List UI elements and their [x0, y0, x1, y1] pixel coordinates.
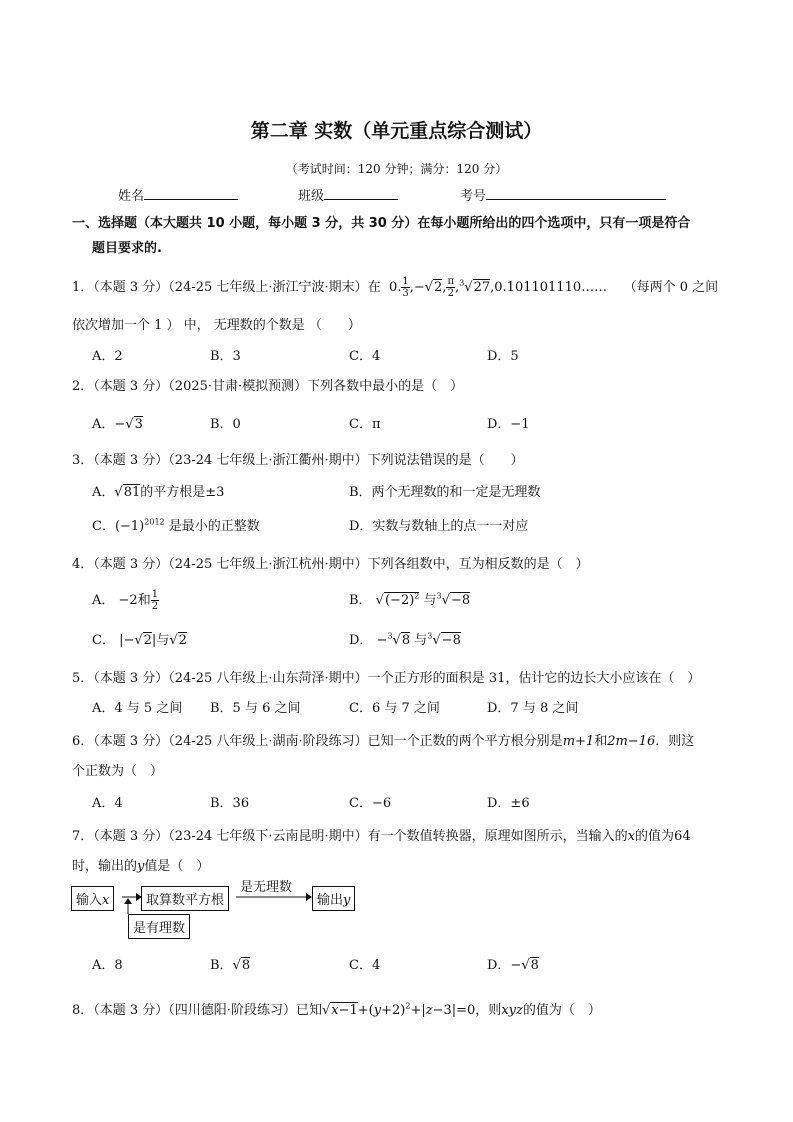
exam-meta: （考试时间：120 分钟；满分：120 分）	[285, 162, 508, 176]
page-title: 第二章 实数（单元重点综合测试）	[250, 120, 543, 142]
q7-option-d[interactable]: D．−√8	[487, 958, 539, 973]
input-box: 输入x	[71, 886, 114, 911]
q3-option-d[interactable]: D．实数与数轴上的点一一对应	[349, 519, 529, 534]
q2-option-d[interactable]: D．−1	[487, 417, 530, 432]
question-1: 1．（本题 3 分）（24-25 七年级上·浙江宁波·期末）在 0. $\frac{1}{3}$ ,−√2, $\frac{\pi}{2}$ ,$^3$√27,0.101101110…… （每两个 0 之间	[72, 276, 719, 299]
q5-option-a[interactable]: A．4 与 5 之间	[92, 701, 183, 716]
question-8: 8．（本题 3 分）（四川德阳·阶段练习）已知$√x-1+(y+2)^2+|z-3|=0$，则xyz的值为（ ）	[72, 1001, 601, 1018]
q2-option-b[interactable]: B．0	[210, 417, 241, 432]
q4-option-d[interactable]: D． −$^3$√8 与$^3$√−8	[349, 631, 461, 648]
output-box: 输出y	[312, 886, 355, 911]
q6-option-a[interactable]: A．4	[92, 796, 123, 811]
q4-option-a[interactable]: A． −2和 $\frac{1}{2}$	[92, 589, 159, 612]
q6-option-d[interactable]: D．±6	[487, 796, 530, 811]
q5-option-d[interactable]: D．7 与 8 之间	[487, 701, 579, 716]
question-7: 7．（本题 3 分）（23-24 七年级下·云南昆明·期中）有一个数值转换器，原理如图所示，当输入的x的值为64	[72, 829, 691, 844]
section-heading-cont: 题目要求的.	[92, 241, 162, 256]
q1-option-a[interactable]: A．2	[92, 349, 123, 364]
question-5: 5．（本题 3 分）（24-25 八年级上·山东菏泽·期中）一个正方形的面积是 31，估计它的边长大小应该在（ ）	[72, 671, 701, 686]
question-4: 4．（本题 3 分）（24-25 七年级上·浙江杭州·期中）下列各组数中，互为相反数的是（ ）	[72, 557, 589, 572]
q5-option-b[interactable]: B．5 与 6 之间	[210, 701, 301, 716]
q4-option-b[interactable]: B． $√(-2)^2$ 与$^3$√−8	[349, 591, 471, 608]
q6-option-c[interactable]: C．−6	[349, 796, 392, 811]
number-label: 考号	[460, 189, 487, 204]
q7-option-b[interactable]: B．√8	[210, 958, 251, 973]
irrational-label: 是无理数	[240, 880, 293, 895]
name-field[interactable]	[118, 185, 238, 204]
q3-option-b[interactable]: B．两个无理数的和一定是无理数	[349, 485, 541, 500]
question-6-cont: 个正数为（ ）	[72, 764, 164, 779]
q5-option-c[interactable]: C．6 与 7 之间	[349, 701, 440, 716]
rational-box: 是有理数	[128, 914, 190, 939]
q1-option-d[interactable]: D．5	[487, 349, 519, 364]
q6-option-b[interactable]: B．36	[210, 796, 250, 811]
q3-option-c[interactable]: C．$(-1)^{2012}$ 是最小的正整数	[92, 517, 260, 534]
class-label: 班级	[298, 189, 325, 204]
q1-option-c[interactable]: C．4	[349, 349, 381, 364]
q2-option-c[interactable]: C．π	[349, 417, 381, 432]
class-field[interactable]	[298, 185, 398, 204]
name-label: 姓名	[118, 189, 145, 204]
q7-option-c[interactable]: C．4	[349, 958, 381, 973]
question-2: 2．（本题 3 分）（2025·甘肃·模拟预测）下列各数中最小的是（ ）	[72, 379, 464, 394]
q4-option-c[interactable]: C． |−√2|与√2	[92, 633, 187, 648]
section-heading: 一、选择题（本大题共 10 小题，每小题 3 分，共 30 分）在每小题所给出的四个选项中，只有一项是符合	[72, 216, 691, 231]
q3-option-a[interactable]: A．√81的平方根是±3	[92, 485, 225, 500]
question-6: 6．（本题 3 分）（24-25 八年级上·湖南·阶段练习）已知一个正数的两个平方根分别是m+1和2m−16．则这	[72, 734, 695, 749]
q1-option-b[interactable]: B．3	[210, 349, 241, 364]
process-box: 取算数平方根	[141, 886, 229, 911]
q7-option-a[interactable]: A．8	[92, 958, 123, 973]
question-3: 3．（本题 3 分）（23-24 七年级上·浙江衢州·期中）下列说法错误的是（ ）	[72, 453, 524, 468]
q2-option-a[interactable]: A．−√3	[92, 417, 143, 432]
question-7-cont: 时，输出的y值是（ ）	[72, 859, 210, 874]
number-field[interactable]	[460, 185, 666, 204]
question-1-cont: 依次增加一个 1 ） 中， 无理数的个数是 （ ）	[72, 318, 361, 333]
